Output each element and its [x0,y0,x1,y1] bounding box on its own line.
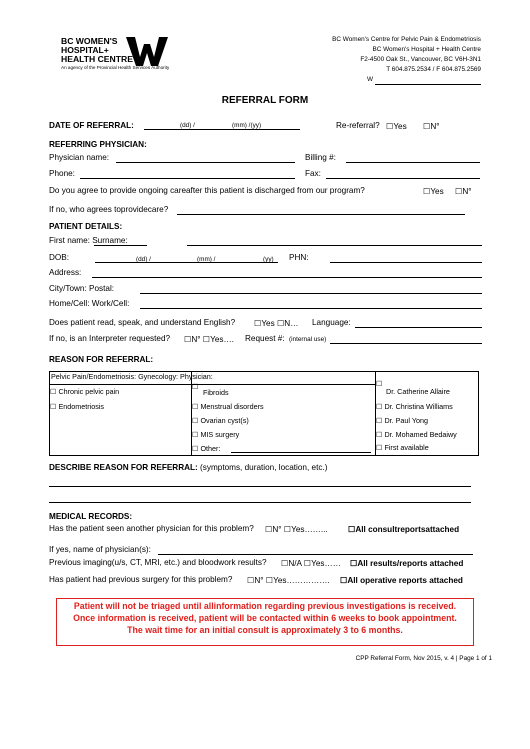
fibroids-box[interactable]: ☐ [192,382,199,391]
request-number-label: Request #: [245,334,285,343]
address-field[interactable] [92,277,482,278]
fax-label: Fax: [305,169,321,178]
other-field[interactable] [231,452,371,453]
dob-yy-hint: (yy) [263,256,274,263]
org-line-1: BC Women's Centre for Pelvic Pain & Endometriosis [332,36,481,43]
web-prefix: W [367,76,374,83]
phone-numbers-field[interactable] [140,308,482,309]
billing-label: Billing #: [305,153,336,162]
request-number-field[interactable] [330,343,482,344]
form-title: REFERRAL FORM [221,95,309,106]
internal-use-note: (internal use) [289,336,327,343]
rereferral-label: Re-referral? [336,121,380,130]
logo-line-1: BC WOMEN'S [61,36,118,46]
date-of-referral-field[interactable] [144,129,300,130]
notice-line-3: The wait time for an initial consult is approximately 3 to 6 months. [127,625,403,635]
web-field[interactable] [375,84,481,85]
fax-field[interactable] [326,178,480,179]
phone-label: Phone: [49,169,75,178]
date-mm-hint: (mm) /(yy) [232,122,262,129]
alternate-care-field[interactable] [177,214,465,215]
imaging-question: Previous imaging(u/s, CT, MRI, etc.) and bloodwork results? [49,558,267,567]
ongoing-care-no-checkbox[interactable]: ☐N° [455,187,472,196]
results-attached-checkbox[interactable]: ☐All results/reports attached [350,559,464,568]
physician-names-label: If yes, name of physician(s): [49,545,151,554]
menstrual-disorders-checkbox[interactable]: ☐ Menstrual disorders [192,402,264,411]
dr-yong-checkbox[interactable]: ☐ Dr. Paul Yong [376,416,428,425]
city-postal-label: City/Town: Postal: [49,284,115,293]
dr-bedaiwy-checkbox[interactable]: ☐ Dr. Mohamed Bedaiwy [376,430,457,439]
notice-line-1: Patient will not be triaged until allinformation regarding previous investigations is received. [73,601,457,611]
english-options-checkbox[interactable]: ☐Yes ☐N… [254,319,299,328]
first-name-field[interactable] [94,245,147,246]
footer-text: CPP Referral Form, Nov 2015, v. 4 | Page 1 of 1 [355,655,492,662]
bcw-logo-icon [126,35,168,67]
imaging-options[interactable]: ☐N/A ☐Yes…… [281,559,341,568]
ovarian-cysts-checkbox[interactable]: ☐ Ovarian cyst(s) [192,416,249,425]
medical-records-heading: MEDICAL RECORDS: [49,512,133,521]
patient-name-label: First name: Surname: [49,236,128,245]
org-line-3: F2-4500 Oak St., Vancouver, BC V6H-3N1 [360,56,481,63]
interpreter-question: If no, is an Interpreter requested? [49,334,171,343]
english-question: Does patient read, speak, and understand English? [49,318,236,327]
dr-allaire-box[interactable]: ☐ [376,379,383,388]
org-line-2: BC Women's Hospital + Health Centre [372,46,481,53]
describe-reason-row [49,463,327,472]
language-label: Language: [312,318,351,327]
date-of-referral-label: DATE OF REFERRAL: [49,121,134,130]
ongoing-care-yes-checkbox[interactable]: ☐Yes [423,187,444,196]
describe-line-2[interactable] [49,502,471,503]
rereferral-no-checkbox[interactable]: ☐N° [423,122,440,131]
patient-details-heading: PATIENT DETAILS: [49,222,123,231]
city-postal-field[interactable] [140,293,482,294]
describe-line-1[interactable] [49,486,471,487]
dr-allaire-label: Dr. Catherine Allaire [386,387,450,396]
language-field[interactable] [355,327,482,328]
physician-name-field[interactable] [116,162,295,163]
endometriosis-checkbox[interactable]: ☐ Endometriosis [50,402,104,411]
billing-field[interactable] [346,162,480,163]
logo-tagline: An agency of the Provincial Health Services Authority [61,65,170,70]
date-dd-hint: (dd) / [180,122,195,129]
reason-grid-header: Pelvic Pain/Endometriosis: Gynecology: Physician: [51,372,213,381]
phn-field[interactable] [330,262,482,263]
phone-numbers-label: Home/Cell: Work/Cell: [49,299,130,308]
describe-reason-label: DESCRIBE REASON FOR REFERRAL: [49,463,198,472]
physician-names-field[interactable] [158,554,473,555]
first-available-checkbox[interactable]: ☐ First available [376,443,429,452]
seen-physician-question: Has the patient seen another physician for this problem? [49,524,254,533]
physician-name-label: Physician name: [49,153,110,162]
mis-surgery-checkbox[interactable]: ☐ MIS surgery [192,430,240,439]
phn-label: PHN: [289,253,309,262]
consult-reports-attached-checkbox[interactable]: ☐All consultreportsattached [348,525,460,534]
org-line-4: T 604.875.2534 / F 604.875.2569 [386,66,481,73]
dob-field[interactable] [95,262,278,263]
interpreter-options-checkbox[interactable]: ☐N° ☐Yes…. [184,335,234,344]
logo-line-3: HEALTH CENTRE [61,54,133,64]
dob-dd-hint: (dd) / [136,256,151,263]
other-checkbox[interactable]: ☐ Other: [192,444,221,453]
referring-physician-heading: REFERRING PHYSICIAN: [49,140,147,149]
dob-mm-hint: (mm) / [197,256,216,263]
alternate-care-question: If no, who agrees toprovidecare? [49,205,169,214]
rereferral-yes-checkbox[interactable]: ☐Yes [386,122,407,131]
fibroids-label: Fibroids [203,388,229,397]
dob-label: DOB: [49,253,70,262]
describe-reason-hint: (symptoms, duration, location, etc.) [200,463,328,472]
ongoing-care-question: Do you agree to provide ongoing careafter this patient is discharged from our program? [49,186,365,195]
surname-field[interactable] [187,245,482,246]
phone-field[interactable] [80,178,295,179]
address-label: Address: [49,268,82,277]
operative-reports-attached-checkbox[interactable]: ☐All operative reports attached [340,576,463,585]
logo-line-2: HOSPITAL+ [61,45,109,55]
reason-heading: REASON FOR REFERRAL: [49,355,154,364]
surgery-options[interactable]: ☐N° ☐Yes……………. [247,576,330,585]
surgery-question: Has patient had previous surgery for this problem? [49,575,233,584]
chronic-pelvic-pain-checkbox[interactable]: ☐ Chronic pelvic pain [50,387,120,396]
notice-line-2: Once information is received, patient will be contacted within 6 weeks to book appointment. [73,613,457,623]
seen-physician-options[interactable]: ☐N° ☐Yes……... [265,525,328,534]
dr-williams-checkbox[interactable]: ☐ Dr. Christina Williams [376,402,453,411]
